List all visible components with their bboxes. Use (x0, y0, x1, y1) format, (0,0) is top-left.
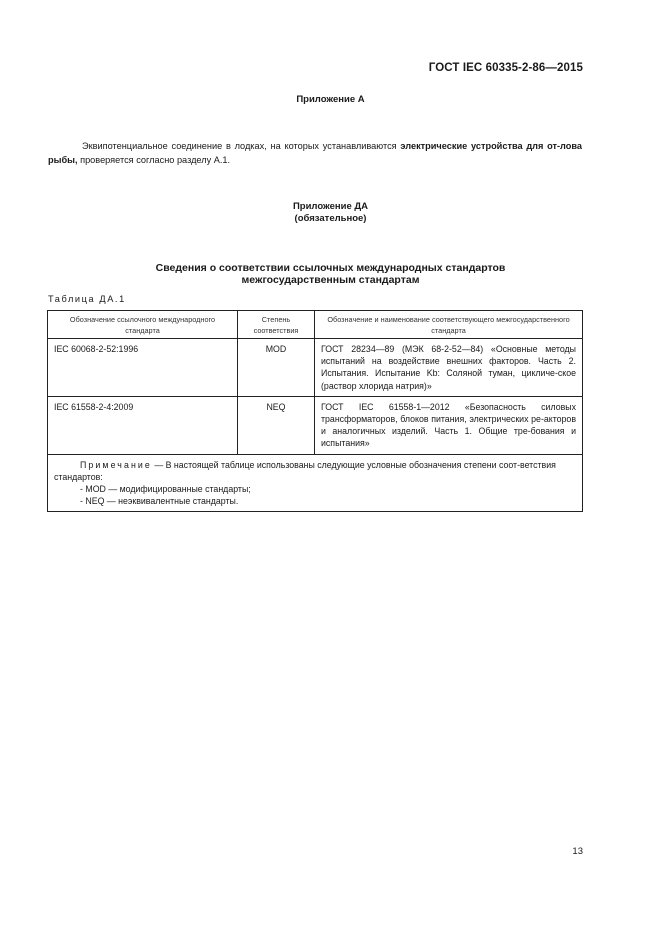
column-header-interstate: Обозначение и наименование соответствующего межгосударственного стандарта (315, 311, 583, 339)
note-item-neq: - NEQ — неэквивалентные стандарты. (80, 496, 239, 507)
table-header-row (48, 311, 583, 339)
cell-reference: IEC 61558-2-4:2009 (48, 396, 238, 454)
annex-da-title: Приложение ДА (292, 201, 369, 212)
section-heading (0, 262, 661, 286)
column-header-reference: Обозначение ссылочного международного стандарта (48, 311, 238, 339)
section-heading-line1: Сведения о соответствии ссылочных международных стандартов (155, 262, 506, 274)
annex-a-title: Приложение A (296, 94, 365, 105)
annex-a-paragraph-part1: Эквипотенциальное соединение в лодках, на которых устанавливаются (82, 141, 401, 151)
cell-interstate: ГОСТ IEC 61558-1—2012 «Безопасность силовых трансформаторов, блоков питания, электрических ре-акторов и аналогичных изделий. Часть 1. Общие тре-бования и испытания» (315, 396, 583, 454)
table-caption: Таблица ДА.1 (48, 294, 126, 304)
annex-da-subtitle: (обязательное) (294, 213, 367, 224)
table-row (48, 339, 583, 397)
section-heading-line2: межгосударственным стандартам (241, 274, 420, 286)
annex-a-paragraph-bold-term: электрические устройства для от-лова рыбы, (48, 141, 583, 165)
standard-code-header: ГОСТ IEC 60335-2-86—2015 (428, 62, 583, 74)
note-text (54, 459, 576, 483)
table-note-row (48, 454, 583, 512)
table-note (48, 454, 583, 512)
cell-degree: MOD (238, 339, 315, 397)
note-label: Примечание (80, 459, 152, 470)
column-header-degree: Степень соответствия (238, 311, 315, 339)
correspondence-table (47, 310, 583, 512)
annex-a-paragraph-part2: проверяется согласно разделу А.1. (77, 155, 231, 165)
cell-reference: IEC 60068-2-52:1996 (48, 339, 238, 397)
note-body: — В настоящей таблице использованы следующие условные обозначения степени соот-ветствия стандартов: (54, 459, 556, 482)
note-item-mod: - MOD — модифицированные стандарты; (80, 484, 251, 495)
cell-interstate: ГОСТ 28234—89 (МЭК 68-2-52—84) «Основные методы испытаний на воздействие внешних факторов. Часть 2. Испытания. Испытание Kb: Соляной туман, цикличе-ское (раствор хлорида натрия)» (315, 339, 583, 397)
page-number: 13 (572, 846, 583, 857)
cell-degree: NEQ (238, 396, 315, 454)
annex-da-title-block (0, 201, 661, 225)
annex-a-paragraph (48, 139, 582, 167)
table-row (48, 396, 583, 454)
